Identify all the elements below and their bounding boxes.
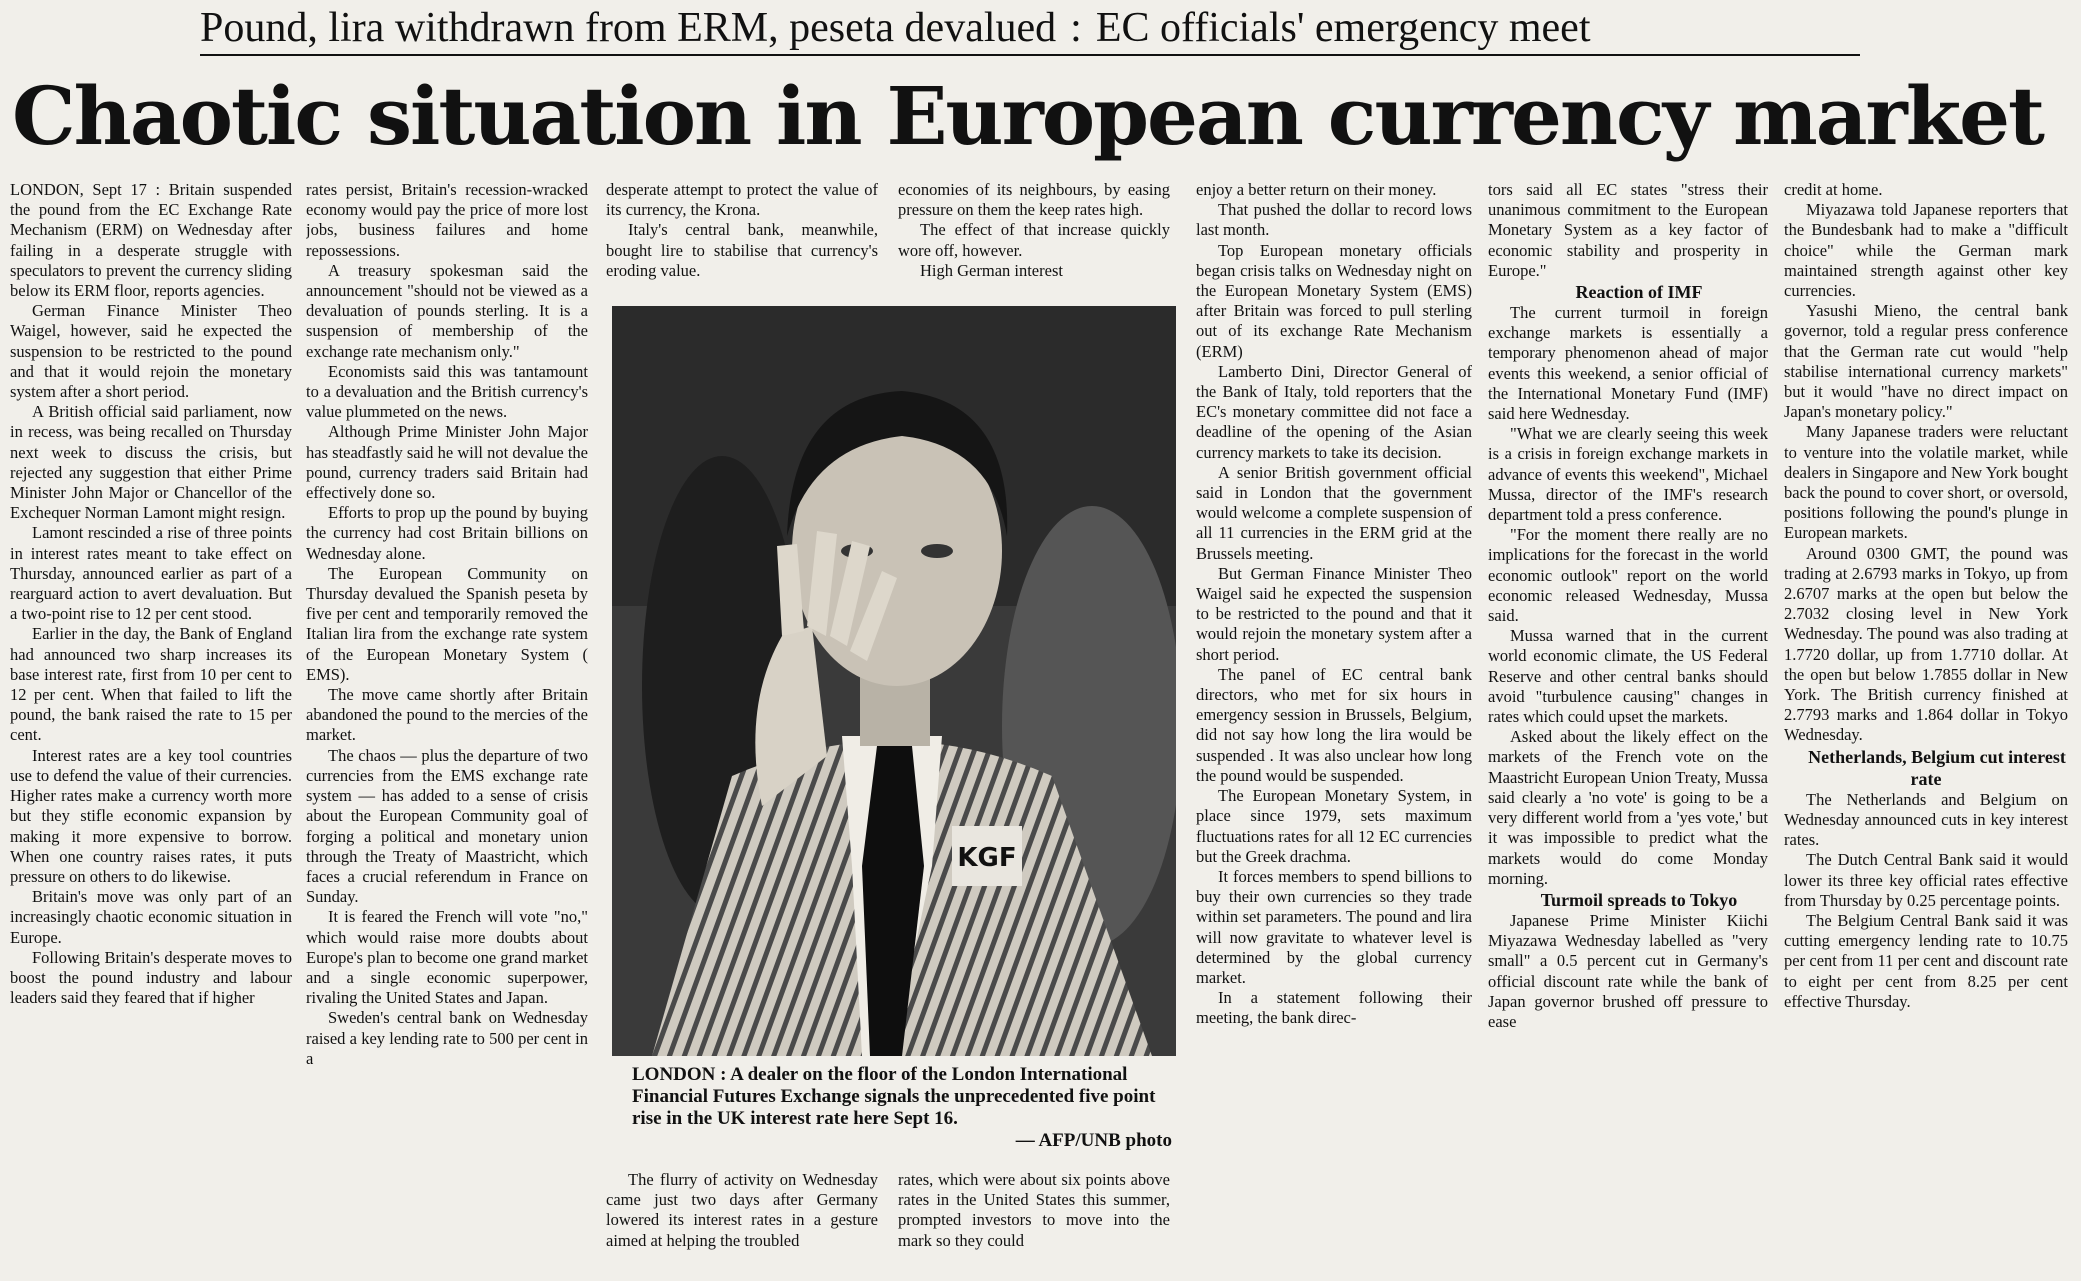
column-paragraph: economies of its neighbours, by easing pressure on them the keep rates high. bbox=[898, 180, 1170, 220]
dealer-photo bbox=[612, 306, 1176, 1056]
column-paragraph: Although Prime Minister John Major has steadfastly said he will not devalue the pound, currency traders said Britain had effectively done so. bbox=[306, 422, 588, 503]
kicker-line bbox=[200, 2, 1860, 54]
article-column-4-bottom bbox=[898, 1170, 1170, 1270]
photo-badge: KGF bbox=[957, 843, 1017, 873]
column-paragraph: Earlier in the day, the Bank of England had announced two sharp increases its base interest rate, first from 10 per cent to 12 per cent. When that failed to lift the pound, the bank raised the rate to 15 per cent. bbox=[10, 624, 292, 745]
column-paragraph: In a statement following their meeting, the bank direc- bbox=[1196, 988, 1472, 1028]
column-paragraph: High German interest bbox=[920, 260, 1063, 280]
column-paragraph: Lamont rescinded a rise of three points in interest rates meant to take effect on Thursday, announced earlier as part of a rearguard action to avert devaluation. But a two-point rise to 12 per cent stood. bbox=[10, 523, 292, 624]
column-paragraph: The European Monetary System, in place since 1979, sets maximum fluctuations rates for all 12 EC currencies but the Greek drachma. bbox=[1196, 786, 1472, 866]
article-column-7 bbox=[1784, 180, 2068, 1280]
article-column-4 bbox=[898, 180, 1170, 292]
subhead-reaction-of-imf: Reaction of IMF bbox=[1575, 282, 1703, 303]
kicker-underline bbox=[200, 54, 1860, 56]
subhead-netherlands-belgium: Netherlands, Belgium cut interest rate bbox=[1808, 746, 2066, 789]
column-paragraph: Mussa warned that in the current world economic climate, the US Federal Reserve and other central banks should avoid "turbulence causing" changes in rates which could upset the markets. bbox=[1488, 626, 1768, 727]
kicker-right: EC officials' emergency meet bbox=[1095, 5, 1591, 51]
article-column-5 bbox=[1196, 180, 1472, 1280]
subhead-turmoil-spreads-to-tokyo: Turmoil spreads to Tokyo bbox=[1540, 889, 1738, 910]
headline: Chaotic situation in European currency market bbox=[12, 69, 2043, 163]
column-paragraph: The Netherlands and Belgium on Wednesday announced cuts in key interest rates. bbox=[1784, 789, 2068, 850]
column-paragraph: Lamberto Dini, Director General of the Bank of Italy, told reporters that the EC's monetary committee did not face a deadline of the opening of the Asian currency markets to take its decision. bbox=[1196, 361, 1472, 462]
kicker-left: Pound, lira withdrawn from ERM, peseta devalued bbox=[200, 5, 1057, 51]
column-paragraph: tors said all EC states "stress their unanimous commitment to the European Monetary System as a key factor of economic stability and prosperity in Europe." bbox=[1488, 180, 1768, 280]
column-paragraph: Around 0300 GMT, the pound was trading at 2.6793 marks in Tokyo, up from 2.6707 marks at the open but below the 2.7032 closing level in New York Wednesday. The pound was also trading at 1.7720 dollar, up from 1.7710 dollar. At the open but below 1.7855 dollar in New York. The British currency finished at 2.7793 marks and 1.864 dollar in Tokyo Wednesday. bbox=[1784, 543, 2068, 745]
column-paragraph: The current turmoil in foreign exchange markets is essentially a temporary phenomenon ahead of major events this weekend, a senior official of the International Monetary Fund (IMF) said here Wednesday. bbox=[1488, 303, 1768, 424]
column-paragraph: A senior British government official said in London that the government would welcome a complete suspension of all 11 currencies in the ERM grid at the Brussels meeting. bbox=[1196, 462, 1472, 563]
column-paragraph: The effect of that increase quickly wore off, however. bbox=[898, 220, 1170, 260]
article-column-2 bbox=[306, 180, 588, 1280]
column-paragraph: The Dutch Central Bank said it would lower its three key official rates effective from Thursday by 0.25 percentage points. bbox=[1784, 850, 2068, 910]
column-paragraph: Interest rates are a key tool countries use to defend the value of their currencies. Higher rates make a currency worth more but they stifle economic expansion by making it more expensive to borrow. When one country raises rates, it puts pressure on others to do likewise. bbox=[10, 745, 292, 886]
column-paragraph: Miyazawa told Japanese reporters that the Bundesbank had to make a "difficult choice" while the German mark maintained strength against other key currencies. bbox=[1784, 200, 2068, 301]
column-paragraph: But German Finance Minister Theo Waigel said he expected the suspension to be restricted to the pound and that it would rejoin the monetary system after a short period. bbox=[1196, 563, 1472, 664]
column-paragraph: Following Britain's desperate moves to boost the pound industry and labour leaders said they feared that if higher bbox=[10, 947, 292, 1008]
column-paragraph: "For the moment there really are no implications for the forecast in the world economic outlook" report on the world economic released Wednesday, Mussa said. bbox=[1488, 525, 1768, 626]
column-paragraph: It is feared the French will vote "no," which would raise more doubts about Europe's plan to become one grand market and a single economic superpower, rivaling the United States and Japan. bbox=[306, 907, 588, 1008]
kicker-separator: : bbox=[1070, 5, 1082, 51]
column-paragraph: Many Japanese traders were reluctant to venture into the volatile market, while dealers in Singapore and New York bought back the pound to cover short, or oversold, positions following the pound's plunge in European markets. bbox=[1784, 422, 2068, 543]
column-paragraph: Italy's central bank, meanwhile, bought lire to stabilise that currency's eroding value. bbox=[606, 220, 878, 280]
article-column-3 bbox=[606, 180, 878, 292]
column-paragraph: The European Community on Thursday devalued the Spanish peseta by five per cent and temporarily removed the Italian lira from the exchange rate system of the European Monetary System ( EMS). bbox=[306, 563, 588, 684]
column-paragraph: desperate attempt to protect the value of its currency, the Krona. bbox=[606, 180, 878, 220]
column-paragraph: Efforts to prop up the pound by buying the currency had cost Britain billions on Wednesday alone. bbox=[306, 503, 588, 563]
column-paragraph: Britain's move was only part of an increasingly chaotic economic situation in Europe. bbox=[10, 887, 292, 947]
column-paragraph: The chaos — plus the departure of two currencies from the EMS exchange rate system — has added to a sense of crisis about the European Community goal of forging a political and monetary union through the Treaty of Maastricht, which faces a crucial referendum in France on Sunday. bbox=[306, 745, 588, 907]
column-paragraph: Economists said this was tantamount to a devaluation and the British currency's value plummeted on the news. bbox=[306, 361, 588, 422]
news-photo bbox=[612, 306, 1176, 1056]
column-paragraph: A British official said parliament, now in recess, was being recalled on Thursday next week to discuss the crisis, but rejected any suggestion that either Prime Minister John Major or Chancellor of the Exchequer Norman Lamont might resign. bbox=[10, 402, 292, 523]
column-paragraph: Top European monetary officials began crisis talks on Wednesday night on the European Monetary System (EMS) after Britain was forced to pull sterling out of its exchange Rate Mechanism (ERM) bbox=[1196, 240, 1472, 361]
photo-caption-text: LONDON : A dealer on the floor of the London International Financial Futures Exchange signals the unprecedented five point rise in the UK interest rate here Sept 16. bbox=[632, 1064, 1156, 1129]
column-paragraph: enjoy a better return on their money. bbox=[1196, 180, 1437, 199]
article-column-1 bbox=[10, 180, 292, 1280]
photo-credit: — AFP/UNB photo bbox=[1015, 1130, 1172, 1151]
column-paragraph: The panel of EC central bank directors, who met for six hours in emergency session in Brussels, Belgium, did not say how long the lira would be suspended . It was also unclear how long the pound would be suspended. bbox=[1196, 664, 1472, 785]
column-paragraph: "What we are clearly seeing this week is a crisis in foreign exchange markets in advance of events this weekend", Michael Mussa, director of the IMF's research department told a press conference. bbox=[1488, 424, 1768, 525]
column-paragraph: Asked about the likely effect on the markets of the French vote on the Maastricht European Union Treaty, Mussa said clearly a 'no vote' is going to be a very different world from a 'yes vote,' but it was impossible to predict what the markets would do come Monday morning. bbox=[1488, 727, 1768, 888]
column-paragraph: Japanese Prime Minister Kiichi Miyazawa Wednesday labelled as "very small" a 0.5 percent cut in Germany's official discount rate while the bank of Japan governor brushed off pressure to ease bbox=[1488, 910, 1768, 1031]
column-paragraph: The Belgium Central Bank said it was cutting emergency lending rate to 10.75 per cent from 11 per cent and discount rate to eight per cent from 8.25 per cent effective Thursday. bbox=[1784, 910, 2068, 1011]
column-paragraph: The move came shortly after Britain abandoned the pound to the mercies of the market. bbox=[306, 685, 588, 745]
article-column-3-bottom bbox=[606, 1170, 878, 1270]
column-paragraph: credit at home. bbox=[1784, 180, 1883, 199]
column-paragraph: rates persist, Britain's recession-wracked economy would pay the price of more lost jobs, business failures and home repossessions. bbox=[306, 180, 588, 260]
column-paragraph: It forces members to spend billions to buy their own currencies so they trade within set parameters. The pound and lira will now gravitate to whatever level is determined by the global currency market. bbox=[1196, 866, 1472, 987]
photo-caption bbox=[632, 1064, 1172, 1152]
column-paragraph: German Finance Minister Theo Waigel, however, said he expected the suspension to be restricted to the pound and that it would rejoin the monetary system after a short period. bbox=[10, 301, 292, 402]
column-paragraph: A treasury spokesman said the announcement "should not be viewed as a devaluation of pounds sterling. It is a suspension of membership of the exchange rate mechanism only." bbox=[306, 260, 588, 361]
column-paragraph: Yasushi Mieno, the central bank governor, told a regular press conference that the German rate cut would "help stabilise international currency markets" but it would "have no direct impact on Japan's monetary policy." bbox=[1784, 301, 2068, 422]
article-column-6 bbox=[1488, 180, 1768, 1280]
column-paragraph: The flurry of activity on Wednesday came just two days after Germany lowered its interest rates in a gesture aimed at helping the troubled bbox=[606, 1170, 878, 1250]
column-paragraph: Sweden's central bank on Wednesday raised a key lending rate to 500 per cent in a bbox=[306, 1008, 588, 1068]
column-paragraph: LONDON, Sept 17 : Britain suspended the pound from the EC Exchange Rate Mechanism (ERM) on Wednesday after failing in a desperate struggle with speculators to prevent the currency sliding below its ERM floor, reports agencies. bbox=[10, 180, 292, 301]
column-paragraph: rates, which were about six points above rates in the United States this summer, prompted investors to move into the mark so they could bbox=[898, 1170, 1170, 1250]
column-paragraph: That pushed the dollar to record lows last month. bbox=[1196, 200, 1472, 240]
